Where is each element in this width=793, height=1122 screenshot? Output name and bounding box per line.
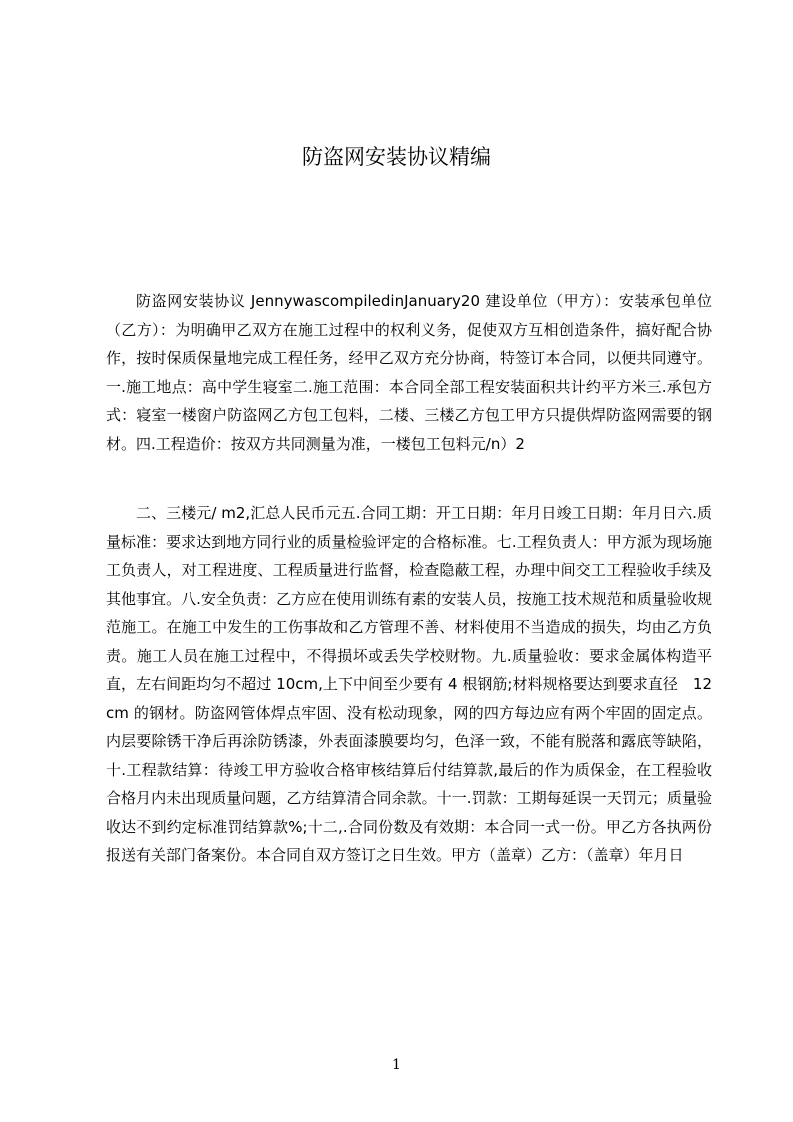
body-paragraph-2: 二、三楼元/ m2,汇总人民币元五.合同工期：开工日期：年月日竣工日期：年月日六.质量标准：要求达到地方同行业的质量检验评定的合格标准。七.工程负责人：甲方派为现场施工负责人，对工程进度、工程质量进行监督，检查隐蔽工程，办理中间交工工程验收手续及其他事宜。八.安全负责：乙方应在使用训练有素的安装人员，按施工技术规范和质量验收规范施工。在施工中发生的工伤事故和乙方管理不善、材料使用不当造成的损失，均由乙方负责。施工人员在施工过程中，不得损坏或丢失学校财物。九.质量验收：要求金属体构造平直，左右间距均匀不超过 10cm,上下中间至少要有 4 根钢筋;材料规格要达到要求直径 12cm 的钢材。防盗网管体焊点牢固、没有松动现象，网的四方每边应有两个牢固的固定点。内层要除锈干净后再涂防锈漆，外表面漆膜要均匀，色泽一致，不能有脱落和露底等缺陷，十.工程款结算：待竣工甲方验收合格审核结算后付结算款,最后的作为质保金，在工程验收合格月内未出现质量问题，乙方结算清合同余款。十一.罚款：工期每延误一天罚元；质量验收达不到约定标准罚结算款%;十二,.合同份数及有效期：本合同一式一份。甲乙方各执两份报送有关部门备案份。本合同自双方签订之日生效。甲方（盖章）乙方：（盖章）年月日 — [106, 504, 712, 864]
body-paragraph-1: 防盗网安装协议 JennywascompiledinJanuary20 建设单位（甲方）：安装承包单位（乙方）：为明确甲乙双方在施工过程中的权利义务，促使双方互相创造条件，搞好配合协作，按时保质保量地完成工程任务，经甲乙双方充分协商，特签订本合同，以便共同遵守。一.施工地点：高中学生寝室二.施工范围：本合同全部工程安装面积共计约平方米三.承包方式：寝室一楼窗户防盗网乙方包工包料，二楼、三楼乙方包工甲方只提供焊防盗网需要的钢材。四.工程造价：按双方共同测量为准，一楼包工包料元/n）2 — [106, 292, 712, 453]
page-number: 1 — [392, 1057, 401, 1073]
document-title: 防盗网安装协议精编 — [302, 145, 491, 169]
